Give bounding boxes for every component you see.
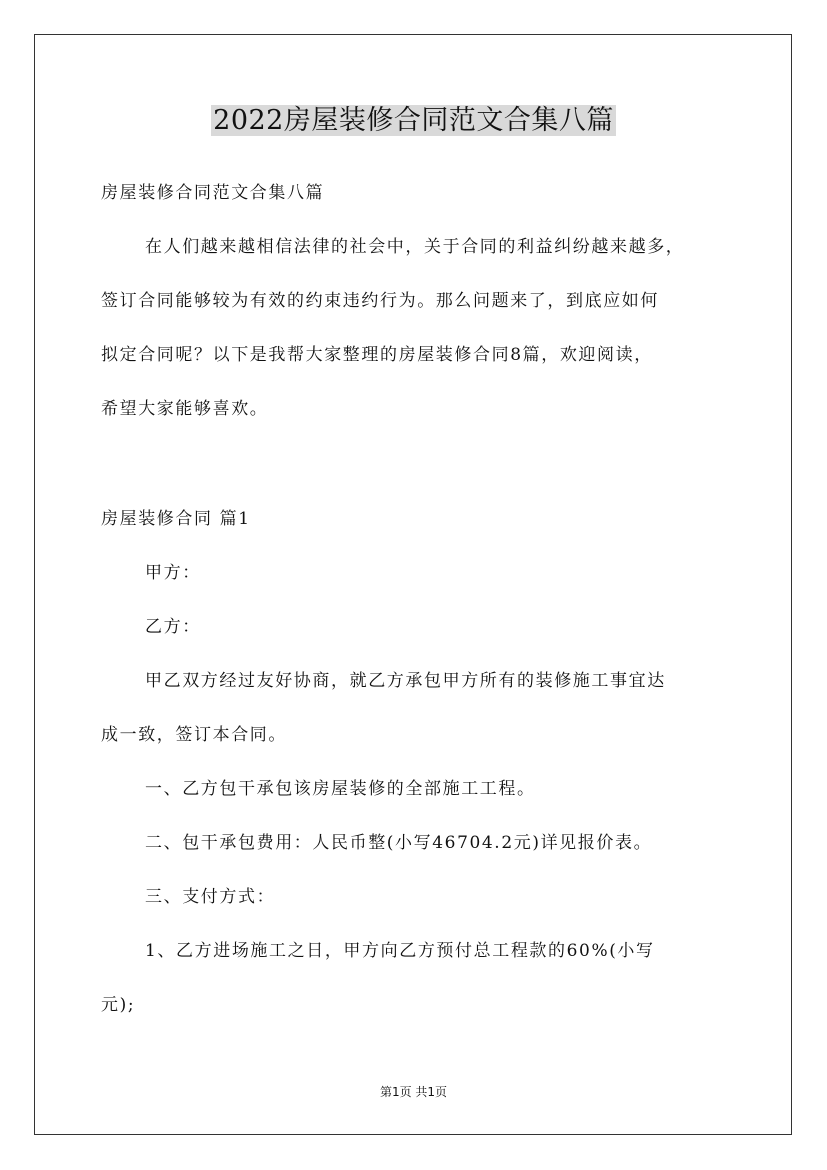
body-line-2: 成一致，签订本合同。 [101,725,287,745]
page-footer: 第1页 共1页 [379,1085,448,1099]
payment-item-1-cont: 元); [101,995,136,1015]
intro-line-1: 在人们越来越相信法律的社会中，关于合同的利益纠纷越来越多， [145,237,685,257]
section-heading: 房屋装修合同 篇1 [101,509,251,529]
clause-3: 三、支付方式： [145,887,276,907]
payment-item-1: 1、乙方进场施工之日，甲方向乙方预付总工程款的60%(小写 [145,941,655,961]
document-title [0,101,827,141]
document-title-text: 2022房屋装修合同范文合集八篇 [213,105,614,136]
intro-line-4: 希望大家能够喜欢。 [101,399,269,419]
clause-2: 二、包干承包费用：人民币整(小写46704.2元)详见报价表。 [145,833,653,853]
intro-line-3: 拟定合同呢？以下是我帮大家整理的房屋装修合同8篇，欢迎阅读， [101,345,653,365]
clause-1: 一、乙方包干承包该房屋装修的全部施工工程。 [145,779,536,799]
party-b-label: 乙方： [145,617,201,637]
intro-line-2: 签订合同能够较为有效的约束违约行为。那么问题来了，到底应如何 [101,291,659,311]
document-subtitle: 房屋装修合同范文合集八篇 [101,183,325,203]
body-line-1: 甲乙双方经过友好协商，就乙方承包甲方所有的装修施工事宜达 [145,671,666,691]
party-a-label: 甲方： [145,563,201,583]
